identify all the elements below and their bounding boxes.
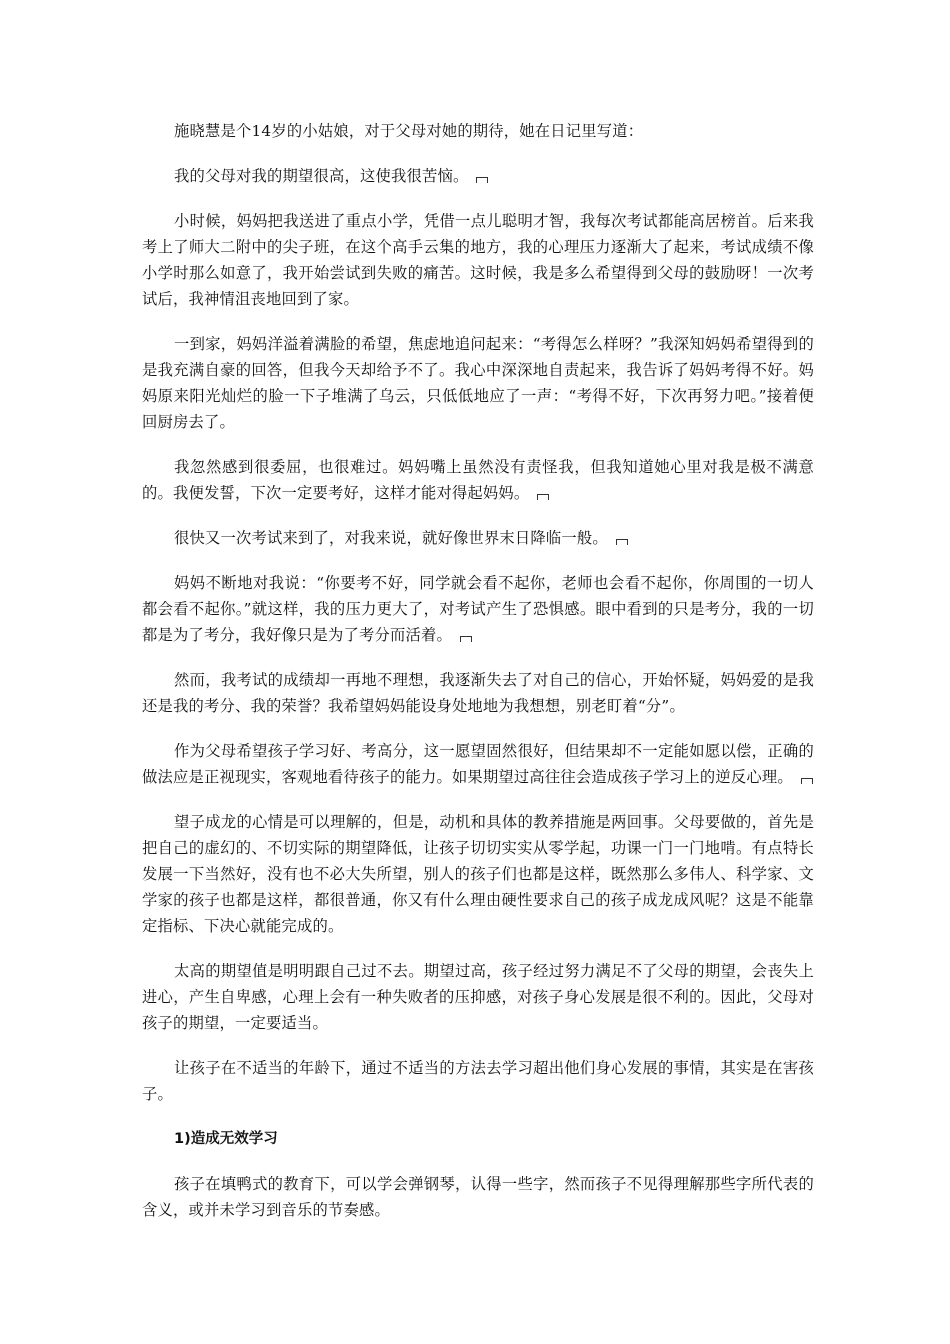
paragraph-mark-icon <box>537 494 549 500</box>
paragraph: 小时候，妈妈把我送进了重点小学，凭借一点儿聪明才智，我每次考试都能高居榜首。后来我考上了师大二附中的尖子班，在这个高手云集的地方，我的心理压力逐渐大了起来，考试成绩不像小学时那么如意了，我开始尝试到失败的痛苦。这时候，我是多么希望得到父母的鼓励呀！一次考试后，我神情沮丧地回到了家。 <box>142 212 814 308</box>
paragraph: 作为父母希望孩子学习好、考高分，这一愿望固然很好，但结果却不一定能如愿以偿，正确的做法应是正视现实，客观地看待孩子的能力。如果期望过高往往会造成孩子学习上的逆反心理。 <box>142 742 814 786</box>
paragraph: 让孩子在不适当的年龄下，通过不适当的方法去学习超出他们身心发展的事情，其实是在害孩子。 <box>142 1059 814 1103</box>
paragraph-mark-icon <box>476 177 488 183</box>
paragraph: 妈妈不断地对我说：“你要考不好，同学就会看不起你，老师也会看不起你，你周围的一切人都会看不起你。”就这样，我的压力更大了，对考试产生了恐惧感。眼中看到的只是考分，我的一切都是为了考分，我好像只是为了考分而活着。 <box>142 574 814 644</box>
paragraph: 很快又一次考试来到了，对我来说，就好像世界末日降临一般。 <box>142 525 814 551</box>
paragraph-mark-icon <box>616 539 628 545</box>
paragraph: 望子成龙的心情是可以理解的，但是，动机和具体的教养措施是两回事。父母要做的，首先是把自己的虚幻的、不切实际的期望降低，让孩子切切实实从零学起，功课一门一门地啃。有点特长发展一下当然好，没有也不必大失所望，别人的孩子们也都是这样，既然那么多伟人、科学家、文学家的孩子也都是这样，都很普通，你又有什么理由硬性要求自己的孩子成龙成风呢？这是不能靠定指标、下决心就能完成的。 <box>142 813 814 935</box>
paragraph-mark-icon <box>460 636 472 642</box>
paragraph-mark-icon <box>801 778 813 784</box>
section-heading: 1)造成无效学习 <box>174 1131 278 1147</box>
paragraph: 施晓慧是个14岁的小姑娘，对于父母对她的期待，她在日记里写道： <box>174 122 644 140</box>
paragraph: 孩子在填鸭式的教育下，可以学会弹钢琴，认得一些字，然而孩子不见得理解那些字所代表的含义，或并未学习到音乐的节奏感。 <box>142 1175 814 1219</box>
paragraph: 一到家，妈妈洋溢着满脸的希望，焦虑地追问起来：“考得怎么样呀？”我深知妈妈希望得到的是我充满自豪的回答，但我今天却给予不了。我心中深深地自责起来，我告诉了妈妈考得不好。妈妈原来阳光灿烂的脸一下子堆满了乌云，只低低地应了一声：“考得不好，下次再努力吧。”接着便回厨房去了。 <box>142 335 814 431</box>
paragraph: 我忽然感到很委屈，也很难过。妈妈嘴上虽然没有责怪我，但我知道她心里对我是极不满意的。我便发誓，下次一定要考好，这样才能对得起妈妈。 <box>142 458 814 502</box>
paragraph: 我的父母对我的期望很高，这使我很苦恼。 <box>142 163 814 189</box>
paragraph: 然而，我考试的成绩却一再地不理想，我逐渐失去了对自己的信心，开始怀疑，妈妈爱的是我还是我的考分、我的荣誉？我希望妈妈能设身处地地为我想想，别老盯着“分”。 <box>142 671 814 715</box>
paragraph: 太高的期望值是明明跟自己过不去。期望过高，孩子经过努力满足不了父母的期望，会丧失上进心，产生自卑感，心理上会有一种失败者的压抑感，对孩子身心发展是很不利的。因此，父母对孩子的期望，一定要适当。 <box>142 962 814 1032</box>
document-body <box>142 118 814 1242</box>
